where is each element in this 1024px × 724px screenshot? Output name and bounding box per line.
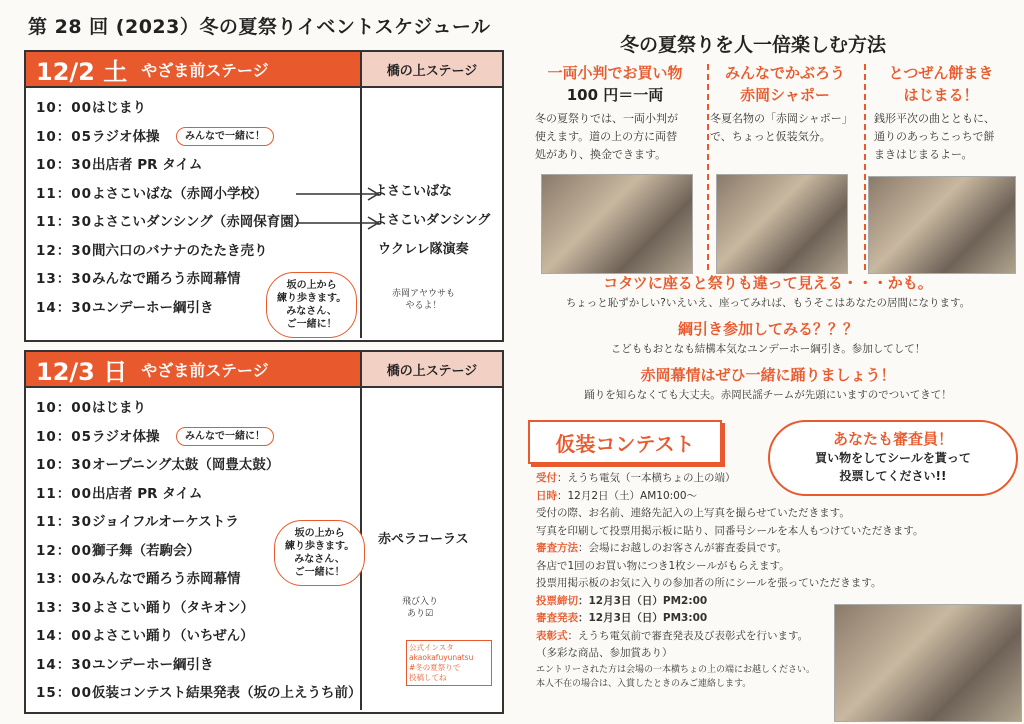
footnote: 本人不在の場合は、入賞したときのみご連絡します。 [536, 678, 752, 689]
bubble-line: みなさん、 [294, 554, 345, 565]
schedule-day2 [24, 350, 504, 714]
schedule-time: 13：00 [36, 571, 93, 588]
schedule-time: 13：30 [36, 271, 93, 288]
schedule-event: みんなで踊ろう赤岡幕情 [92, 271, 241, 288]
tip-subtitle: はじまる！ [903, 86, 979, 104]
bridge-stage-header: 橋の上ステージ [360, 52, 502, 86]
note-line: やるよ！ [405, 301, 442, 311]
bubble-line: ご一緒に！ [294, 567, 345, 578]
judge-text: 投票してください!! [839, 469, 947, 483]
schedule-time: 14：00 [36, 628, 93, 645]
tip-subtitle: 100 円＝一両 [566, 86, 664, 104]
schedule-time: 10：30 [36, 157, 93, 174]
label: 審査発表 [536, 612, 578, 624]
bridge-item: よさこいばな [374, 184, 453, 199]
tip-column [866, 62, 1016, 274]
schedule-event: よさこい踊り（タキオン） [92, 599, 254, 616]
insta-line: 公式インスタ [409, 643, 454, 652]
schedule-event: みんなで踊ろう赤岡幕情 [92, 571, 241, 588]
judge-title: あなたも審査員！ [832, 430, 953, 448]
schedule-event: ラジオ体操 [92, 428, 160, 445]
bubble-line: 練り歩きます。 [277, 293, 347, 304]
schedule-row [36, 478, 360, 507]
schedule-time: 11：00 [36, 485, 93, 502]
tip-heading: 赤岡幕情はぜひ一緒に踊りましょう！ [640, 366, 896, 384]
photo [868, 176, 1016, 274]
schedule-row [36, 620, 360, 649]
tip-column [710, 62, 860, 274]
tip-body: 使えます。道の上の方に両替 [535, 130, 678, 143]
tip-text: ちょっと恥ずかしい?いえいえ、座ってみれば、もうそこはあなたの居間になります。 [565, 297, 971, 309]
tip-text: 踊りを知らなくても大丈夫。赤岡民謡チームが先頭にいますのでついてきて！ [584, 389, 952, 401]
schedule-event: よさこいダンシング（赤岡保育園） [92, 214, 308, 231]
walk-bubble [266, 272, 357, 338]
photo [716, 174, 848, 274]
schedule-time: 14：30 [36, 656, 93, 673]
detail-line: 投票用掲示板のお気に入りの参加者の所にシールを張っていただきます。 [536, 577, 882, 589]
tip-body: 銭形平次の曲とともに、 [874, 112, 995, 125]
schedule-time: 10：05 [36, 128, 93, 145]
schedule-row [36, 92, 360, 121]
schedule-time: 13：30 [36, 599, 93, 616]
value: ：えうち電気（一本横ちょの上の端） [557, 472, 736, 484]
tip-body: 冬夏名物の「赤岡シャポー」 [710, 112, 853, 125]
bridge-item: 赤ペラコーラス [378, 532, 469, 547]
stage-name: やざま前ステージ [141, 360, 269, 380]
schedule-row [36, 149, 360, 178]
schedule-row [36, 449, 360, 478]
schedule-event: ラジオ体操 [92, 128, 160, 145]
tip-title: とつぜん餅まき [888, 64, 994, 82]
schedule-event: オープニング太鼓（岡豊太鼓） [92, 457, 280, 474]
schedule-row [36, 392, 360, 421]
label: 受付 [536, 472, 557, 484]
day-date: 12/2 土 [36, 57, 128, 86]
note-line: 飛び入り [402, 597, 439, 607]
schedule-row [36, 677, 360, 706]
insta-line: #冬の夏祭りで [409, 663, 461, 672]
tip-body: で、ちょっと仮装気分。 [710, 130, 831, 143]
schedule-row [36, 592, 360, 621]
note-line: あり☑ [406, 609, 434, 619]
schedule-event: ユンデーホー綱引き [92, 656, 214, 673]
schedule-time: 14：30 [36, 299, 93, 316]
value: ：12月2日（土）AM10:00〜 [557, 489, 698, 502]
bridge-item: よさこいダンシング [374, 213, 491, 228]
tip-text: こどももおとなも結構本気なユンデーホー綱引き。参加してして！ [610, 343, 926, 355]
schedule-time: 11：00 [36, 185, 93, 202]
schedule-time: 12：00 [36, 542, 93, 559]
bridge-stage-header: 橋の上ステージ [360, 352, 502, 386]
tip-title: 一両小判でお買い物 [547, 64, 683, 82]
schedule-event: ジョイフルオーケストラ [92, 514, 239, 531]
bubble-line: 坂の上から [286, 280, 337, 291]
label: 日時 [536, 489, 557, 502]
tip-heading: 綱引き参加してみる？？？ [677, 320, 858, 338]
schedule-event: 間六口のバナナのたたき売り [92, 242, 268, 259]
schedule-event: 出店者 PR タイム [92, 485, 203, 502]
detail-line: 受付の際、お名前、連絡先記入の上写真を撮らせていただきます。 [536, 507, 850, 519]
note [392, 288, 455, 312]
schedule-time: 10：00 [36, 100, 93, 117]
value: ：えうち電気前で審査発表及び表彰式を行います。 [567, 629, 809, 642]
value: ：会場にお越しのお客さんが審査委員です。 [578, 542, 788, 554]
value: ：12月3日（日）PM3:00 [578, 612, 708, 624]
footnote: エントリーされた方は会場の一本横ちょの上の端にお越しください。 [536, 664, 816, 675]
schedule-time: 11：30 [36, 514, 93, 531]
detail-line: （多彩な商品、参加賞あり） [536, 647, 673, 659]
contest-title: 仮装コンテスト [528, 420, 722, 464]
bridge-stage-column [360, 388, 502, 710]
note [402, 596, 438, 620]
together-bubble: みんなで一緒に！ [176, 427, 274, 446]
schedule-event: 獅子舞（若駒会） [92, 542, 200, 559]
day-date: 12/3 日 [36, 357, 128, 386]
tip-body: 通りのあっちこっちで餅 [874, 130, 995, 143]
together-bubble: みんなで一緒に！ [176, 127, 274, 146]
section-title: 冬の夏祭りを人一倍楽しむ方法 [620, 34, 887, 56]
walk-bubble [274, 520, 365, 586]
tip-subtitle: 赤岡シャポー [740, 86, 830, 104]
note-line: 赤岡アヤウサも [392, 289, 456, 299]
tip-body: 処があり、換金できます。 [535, 148, 667, 161]
instagram-box [406, 640, 492, 686]
schedule-time: 11：30 [36, 214, 93, 231]
schedule-event: はじまり [92, 400, 146, 417]
schedule-time: 10：05 [36, 428, 93, 445]
schedule-event: はじまり [92, 100, 146, 117]
bridge-item: ウクレレ隊演奏 [378, 242, 469, 257]
judge-text: 買い物をしてシールを貰って [815, 451, 971, 465]
schedule-row [36, 649, 360, 678]
schedule-event: 出店者 PR タイム [92, 157, 203, 174]
divider [707, 64, 709, 270]
schedule-time: 10：30 [36, 457, 93, 474]
label: 投票締切 [536, 594, 578, 607]
bubble-line: ご一緒に！ [286, 319, 337, 330]
schedule-day1 [24, 50, 504, 342]
schedule-header [26, 52, 502, 88]
value: ：12月3日（日）PM2:00 [578, 594, 708, 607]
label: 審査方法 [536, 542, 578, 554]
page-title: 第 28 回 (2023）冬の夏祭りイベントスケジュール [28, 16, 491, 38]
schedule-event: 仮装コンテスト結果発表（坂の上えうち前） [92, 685, 362, 702]
schedule-time: 10：00 [36, 400, 93, 417]
arrow-lines [296, 184, 386, 244]
schedule-time: 15：00 [36, 685, 93, 702]
label: 表彰式 [536, 629, 568, 642]
bubble-line: 練り歩きます。 [285, 541, 355, 552]
schedule-time: 12：30 [36, 242, 93, 259]
tip-body: 冬の夏祭りでは、一両小判が [535, 112, 678, 125]
tip-column [525, 62, 705, 274]
insta-line: 投稿してね [409, 673, 447, 682]
detail-line: 各店で1回のお買い物につき1枚シールがもらえます。 [536, 559, 790, 572]
schedule-header [26, 352, 502, 388]
stage-name: やざま前ステージ [141, 60, 269, 80]
photo [541, 174, 693, 274]
schedule-event: ユンデーホー綱引き [92, 299, 214, 316]
tip-body: まきはじまるよー。 [874, 148, 973, 161]
bubble-line: みなさん、 [286, 306, 337, 317]
schedule-event: よさこい踊り（いちぜん） [92, 628, 254, 645]
schedule-event: よさこいばな（赤岡小学校） [92, 185, 268, 202]
tips-list [520, 272, 1016, 404]
tip-title: みんなでかぶろう [724, 64, 845, 82]
bubble-line: 坂の上から [294, 528, 345, 539]
detail-line: 写真を印刷して投票用掲示板に貼り、同番号シールを本人もつけていただきます。 [536, 524, 924, 537]
insta-line: akaokafuyunatsu [409, 653, 474, 662]
photo [834, 604, 1022, 722]
tip-heading: コタツに座ると祭りも違って見える・・・かも。 [603, 274, 933, 292]
